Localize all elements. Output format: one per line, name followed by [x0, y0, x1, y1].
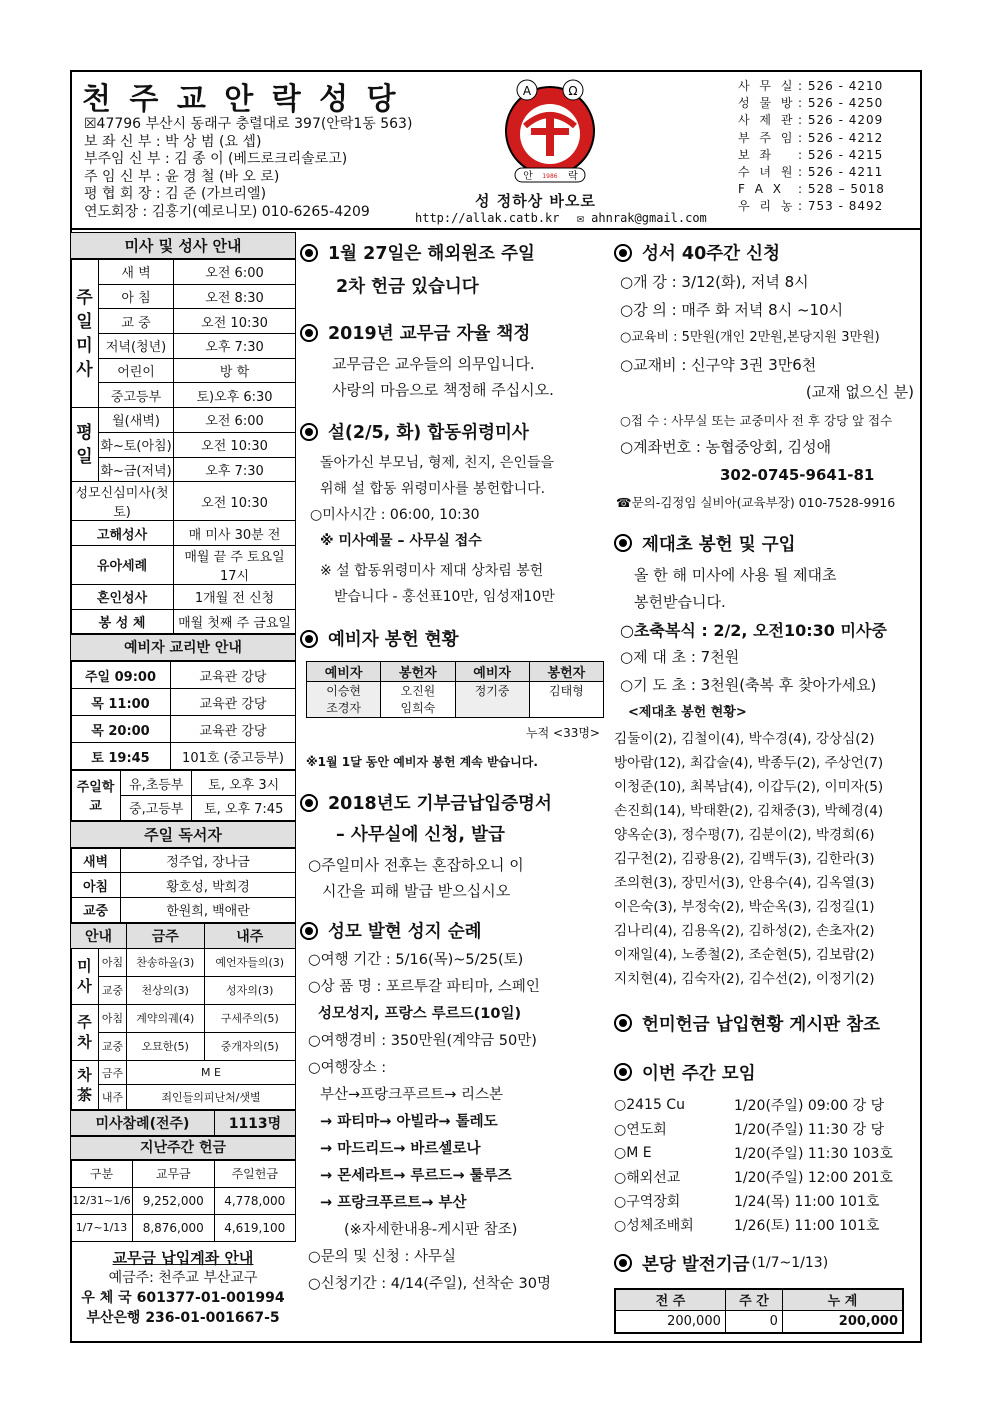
phone-row: 사 무 실 : 526 - 4210 — [738, 79, 884, 93]
altar-candle-details: 올 한 해 미사에 사용 될 제대초 봉헌받습니다. ○초축복식 : 2/2, 오전10:30 미사중 ○제 대 초 : 7천원 ○기 도 초 : 3천원(축복 후 찾아가세요) <제대초 봉헌 현황> — [620, 565, 887, 720]
catechumen-title: 예비자 교리반 안내 — [70, 634, 296, 661]
parish-info — [84, 116, 412, 221]
attendance-table: 미사참례(전주) 1113명 — [70, 1110, 296, 1136]
logo-alpha: A — [522, 84, 532, 98]
bullet-icon — [614, 534, 632, 552]
phone-row: 부 주 임 : 526 - 4212 — [738, 130, 884, 145]
notice-weekly-meetings: 이번 주간 모임 — [614, 1060, 914, 1085]
catechumen-offering-table: 예비자 봉헌자 예비자 봉헌자 이승현 조경자 오진원 임희숙 정기중 김태형 — [306, 661, 604, 718]
notice-rice-offering: 헌미헌금 납입현황 게시판 참조 — [614, 1011, 914, 1036]
bulletin-header — [70, 70, 922, 230]
readers-title: 주일 독서자 — [70, 821, 296, 848]
bullet-icon — [300, 922, 318, 940]
offering-total: 누적 <33명> — [526, 726, 600, 740]
right-column — [614, 234, 914, 1334]
notice-lunar-memorial: 설(2/5, 화) 합동위령미사 — [300, 419, 608, 444]
patron-saint: 성 정하상 바오로 — [475, 192, 596, 210]
phone-list — [738, 78, 885, 216]
notice-altar-candle: 제대초 봉헌 및 구입 — [614, 531, 914, 556]
readers-table: 새벽 정주업, 장나금 아침 황호성, 박희경 교중 한원희, 백애란 — [70, 848, 296, 923]
parish-logo — [495, 76, 605, 186]
staff-1: 보 좌 신 부 : 박 상 범 (요 셉) — [84, 133, 262, 150]
parish-title: 천 주 교 안 락 성 당 — [82, 82, 400, 117]
website-link[interactable]: http://allak.catb.kr — [415, 211, 560, 225]
altar-candle-donors: 김둘이(2), 김철이(4), 박수경(4), 강상심(2) 방아람(12), 최갑술(4), 박종두(2), 주상언(7) 이청준(10), 최복남(4), 이갑두(2), 이미자(5) 손진희(14), 박태환(2), 김채중(3), 박혜경(4) 양옥순(3), 정수평(7), 김분이(2), 박경희(6) 김구천(2), 김광용(2), 김백두(3), 김한라(3) 조의현(3), 장민서(3), 안용수(4), 김옥열(3) 이은숙(3), 부정숙(2), 박순옥(3), 김정길(1) 김나리(4), 김용옥(2), 김하성(2), 손초자(2) 이재일(4), 노종철(2), 조순현(5), 김보람(2) 지치현(4), 김숙자(2), 김수선(2), 이정기(2) — [614, 730, 884, 987]
address: ☒47796 부산시 동래구 충렬대로 397(안락1동 563) — [84, 116, 413, 132]
staff-3: 주 임 신 부 : 윤 경 철 (바 오 로) — [84, 168, 280, 185]
account-info: 교무금 납입계좌 안내 예금주: 천주교 부산교구 우 체 국 601377-01-001994 부산은행 236-01-001667-5 — [70, 1242, 296, 1328]
bullet-icon — [614, 1014, 632, 1032]
bullet-icon — [300, 324, 318, 342]
notice-mission-sunday: 1월 27일은 해외원조 주일 — [300, 240, 608, 265]
email-link[interactable]: ✉ ahnrak@gmail.com — [576, 211, 707, 225]
weekday-label: 평일 — [71, 408, 99, 482]
bullet-icon — [614, 1254, 632, 1272]
logo-an: 안 — [523, 171, 533, 182]
website-contacts — [415, 211, 707, 225]
notice-pilgrimage: 성모 발현 성지 순례 — [300, 918, 608, 943]
staff-5: 연도회장 : 김홍기(예로니모) 010-6265-4209 — [84, 203, 370, 220]
notice-bible-study: 성서 40주간 신청 — [614, 240, 914, 265]
bullet-icon — [300, 423, 318, 441]
staff-2: 부주임 신 부 : 김 종 이 (베드로크리솔로고) — [84, 151, 348, 167]
bullet-icon — [300, 244, 318, 262]
logo-omega: Ω — [568, 84, 578, 98]
logo-year: 1986 — [542, 173, 558, 180]
mass-schedule-title: 미사 및 성사 안내 — [70, 232, 296, 259]
left-column — [70, 232, 296, 1328]
sunday-label: 주일미사 — [71, 260, 99, 408]
phone-row: 보 좌 : 526 - 4215 — [738, 147, 884, 162]
phone-row: 사 제 관 : 526 - 4209 — [738, 113, 884, 128]
school-label: 주일학교 — [71, 771, 121, 820]
notice-tax-receipt: 2018년도 기부금납입증명서 — [300, 790, 608, 815]
phone-row: F A X : 528 – 5018 — [738, 182, 885, 197]
bullet-icon — [614, 244, 632, 262]
pilgrimage-details: ○여행 기간 : 5/16(목)~5/25(토) ○상 품 명 : 포르투갈 파티마, 스페인 성모성지, 프랑스 루르드(10일) ○여행경비 : 350만원(계약금 50만) ○여행장소 : 부산→프랑크푸르트→ 리스본 → 파티마→ 아빌라→ 톨레도 → 마드리드→ 바르셀로나 → 몬세라트→ 루르드→ 툴루즈 → 프랑크푸르트→ 부산 (※자세한내용-게시판 참조) ○문의 및 신청 : 사무실 ○신청기간 : 4/14(주일), 선착순 30명 — [308, 952, 551, 1292]
collection-table: 구분 교무금 주일헌금 12/31~1/6 9,252,000 4,778,000 1/7~1/13 8,876,000 4,619,100 — [70, 1160, 296, 1242]
music-table: 안내 금주 내주 미사 아침 찬송하올(3) 예언자들의(3) 교중 천상의(3) 성자의(3) 주차 아침 계약의궤(4) 구세주의(5) 교중 오묘한(5) 중개자의(5) 차茶 금주 M E 내주 죄인들의피난처/샛별 — [70, 923, 296, 1110]
logo-rak: 락 — [568, 171, 578, 182]
bible-study-details: ○개 강 : 3/12(화), 저녁 8시 ○강 의 : 매주 화 저녁 8시 ~10시 ○교육비 : 5만원(개인 2만원,본당지원 3만원) ○교재비 : 신구약 3권 3만6천 (교재 없으신 분) ○접 수 : 사무실 또는 교중미사 전 후 강당 앞 접수 ○계좌번호 : 농협중앙회, 김성애 302-0745-9641-81 ☎문의-김정임 실비아(교육부장) 010-7528-9916 — [616, 273, 914, 510]
account-title: 교무금 납입계좌 안내 — [112, 1248, 254, 1267]
notice-development-fund: 본당 발전기금 (1/7~1/13) — [614, 1251, 914, 1276]
offering-note: ※1월 1달 동안 예비자 봉헌 계속 받습니다. — [306, 755, 538, 769]
phone-row: 수 녀 원 : 526 - 4211 — [738, 165, 884, 180]
phone-row: 우 리 농 : 753 - 8492 — [738, 199, 884, 214]
collection-title: 지난주간 헌금 — [70, 1136, 296, 1160]
notice-catechumen-offering: 예비자 봉헌 현황 — [300, 626, 608, 651]
phone-row: 성 물 방 : 526 - 4250 — [738, 96, 884, 111]
catechumen-table: 주일 09:00 교육관 강당 목 11:00 교육관 강당 목 20:00 교육관 강당 토 19:45 101호 (중고등부) — [70, 661, 296, 770]
middle-column: 1월 27일은 해외원조 주일 2차 헌금 있습니다 2019년 교무금 자율 책정 교무금은 교우들의 의무입니다. 사랑의 마음으로 책정해 주십시오. 설(2/5, 화) 합동위령미사 돌아가신 부모님, 형제, 친지, 은인들을 위해 설 합동 위령미사를 봉헌합니다. ○미사시간 : 06:00, 10:30 ※ 미사예물 – 사무실 접수 ※ 설 합동위령미사 제대 상차림 봉헌 받습니다 - 홍선표10만, 임성재10만 예비자 봉헌 현황 예비자 봉헌자 예비자 봉헌자 이승현 조경자 오진원 임희숙 정기중 김태형 누적 <33명> ※1월 1달 동안 예비자 봉헌 계속 받습니다. 2018년도 기부금납입증명서 – 사무실에 신청, 발급 ○주일미사 전후는 혼잡하오니 이 시간을 피해 발급 받으십시오 성모 발현 성지 순례 ○여행 기간 : 5/16(목)~5/25(토) ○상 품 명 : 포르투갈 파티마, 스페인 성모성지, 프랑스 루르드(10일) ○여행경비 : 350만원(계약금 50만) ○여행장소 : 부산→프랑크푸르트→ 리스본 → 파티마→ 아빌라→ 톨레도 → 마드리드→ 바르셀로나 → 몬세라트→ 루르드→ 툴루즈 → 프랑크푸르트→ 부산 (※자세한내용-게시판 참조) ○문의 및 신청 : 사무실 ○신청기간 : 4/14(주일), 선착순 30명 — [300, 234, 608, 1298]
meetings-table: ○2415 Cu 1/20(주일) 09:00 강 당 ○연도회 1/20(주일) 11:30 강 당 ○M E 1/20(주일) 11:30 103호 ○해외선교 1/20(주일) 12:00 201호 ○구역장회 1/24(목) 11:00 101호 ○성체조배회 1/26(토) 11:00 101호 — [614, 1096, 893, 1234]
sunday-mass-table: 주일미사 새 벽 오전 6:00 아 침 오전 8:30 교 중 오전 10:30 저녁(청년) 오후 7:30 어린이 방 학 중고등부 토)오후 6:30 평일 월(새벽) 오전 6:00 화~토(아침) 오전 10:30 화~금(저녁) 오후 7:30 성모신심미사(첫토) 오전 10:30 고해성사 매 미사 30분 전 유아세례 매월 끝 주 토요일 17시 혼인성사 1개월 전 신청 봉 성 체 매월 첫째 주 금요일 — [70, 259, 296, 634]
development-fund-table: 전 주 주 간 누 계 200,000 0 200,000 — [614, 1288, 904, 1334]
notice-tithe: 2019년 교무금 자율 책정 — [300, 320, 608, 345]
bullet-icon — [614, 1063, 632, 1081]
sunday-school-table: 주일학교 유,초등부 토, 오후 3시 중,고등부 토, 오후 7:45 — [70, 770, 296, 820]
staff-4: 평 협 회 장 : 김 준 (가브리엘) — [84, 186, 267, 202]
bullet-icon — [300, 794, 318, 812]
bullet-icon — [300, 630, 318, 648]
